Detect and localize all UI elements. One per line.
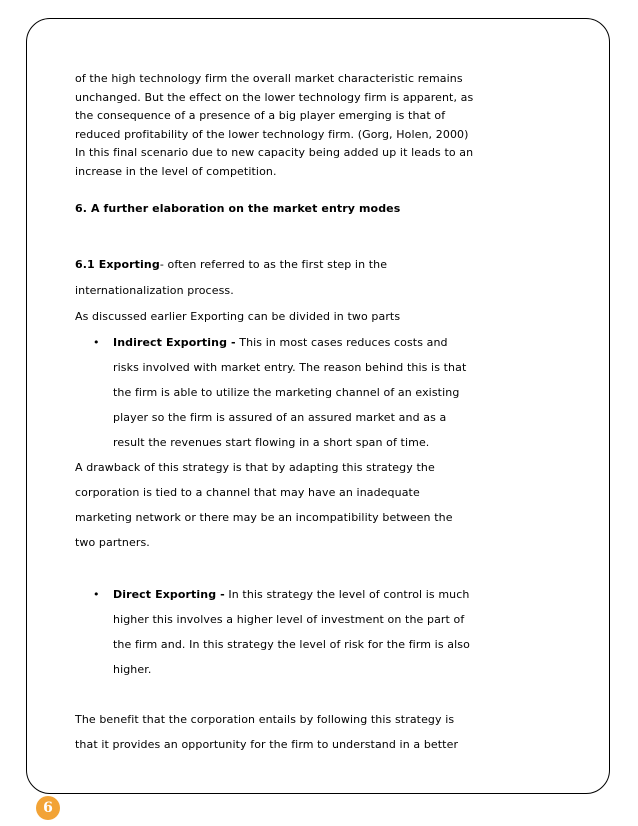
bullet-icon: • bbox=[93, 587, 100, 601]
text-line: unchanged. But the effect on the lower technology firm is apparent, as bbox=[75, 90, 474, 104]
text-line: higher this involves a higher level of investment on the part of bbox=[113, 612, 465, 626]
text-span: - often referred to as the first step in the bbox=[159, 257, 388, 271]
text-line: As discussed earlier Exporting can be divided in two parts bbox=[75, 309, 401, 323]
text-line: player so the firm is assured of an assured market and as a bbox=[113, 410, 447, 424]
document-body bbox=[75, 70, 495, 757]
text-line: the consequence of a presence of a big player emerging is that of bbox=[75, 109, 446, 122]
text-line: the firm and. In this strategy the level of risk for the firm is also bbox=[113, 637, 470, 651]
text-line bbox=[113, 330, 495, 355]
paragraph-intro bbox=[75, 70, 495, 181]
text-line: two partners. bbox=[75, 535, 150, 549]
bullet-icon: • bbox=[93, 335, 100, 349]
text-line: that it provides an opportunity for the firm to understand in a better bbox=[75, 737, 459, 751]
text-line: A drawback of this strategy is that by adapting this strategy the bbox=[75, 460, 435, 474]
bullet-title: Direct Exporting - bbox=[113, 587, 225, 601]
text-line bbox=[113, 582, 495, 607]
text-line bbox=[75, 252, 495, 278]
text-line: risks involved with market entry. The reason behind this is that bbox=[113, 360, 467, 374]
subsection-title: 6.1 Exporting bbox=[75, 257, 160, 271]
text-line: of the high technology firm the overall market characteristic remains bbox=[75, 72, 463, 85]
page-number-badge: 6 bbox=[36, 796, 60, 820]
text-line: higher. bbox=[113, 662, 152, 676]
bullet-title: Indirect Exporting - bbox=[113, 335, 236, 349]
text-line: increase in the level of competition. bbox=[75, 164, 277, 178]
text-line: In this final scenario due to new capacity being added up it leads to an bbox=[75, 146, 474, 159]
text-line: The benefit that the corporation entails by following this strategy is bbox=[75, 712, 455, 726]
bullet-direct-exporting bbox=[75, 582, 495, 682]
text-line: internationalization process. bbox=[75, 283, 234, 297]
paragraph-drawback bbox=[75, 455, 495, 555]
text-line: result the revenues start flowing in a short span of time. bbox=[113, 435, 430, 449]
text-line: corporation is tied to a channel that may have an inadequate bbox=[75, 485, 420, 499]
paragraph-benefit bbox=[75, 707, 495, 757]
text-line: the firm is able to utilize the marketing channel of an existing bbox=[113, 385, 460, 399]
text-span: In this strategy the level of control is much bbox=[224, 587, 470, 601]
paragraph-exporting bbox=[75, 252, 495, 330]
bullet-indirect-exporting bbox=[75, 330, 495, 455]
section-heading: 6. A further elaboration on the market entry modes bbox=[75, 202, 401, 215]
text-line: reduced profitability of the lower technology firm. (Gorg, Holen, 2000) bbox=[75, 127, 469, 141]
text-line: marketing network or there may be an incompatibility between the bbox=[75, 510, 453, 524]
text-span: This in most cases reduces costs and bbox=[235, 335, 448, 349]
